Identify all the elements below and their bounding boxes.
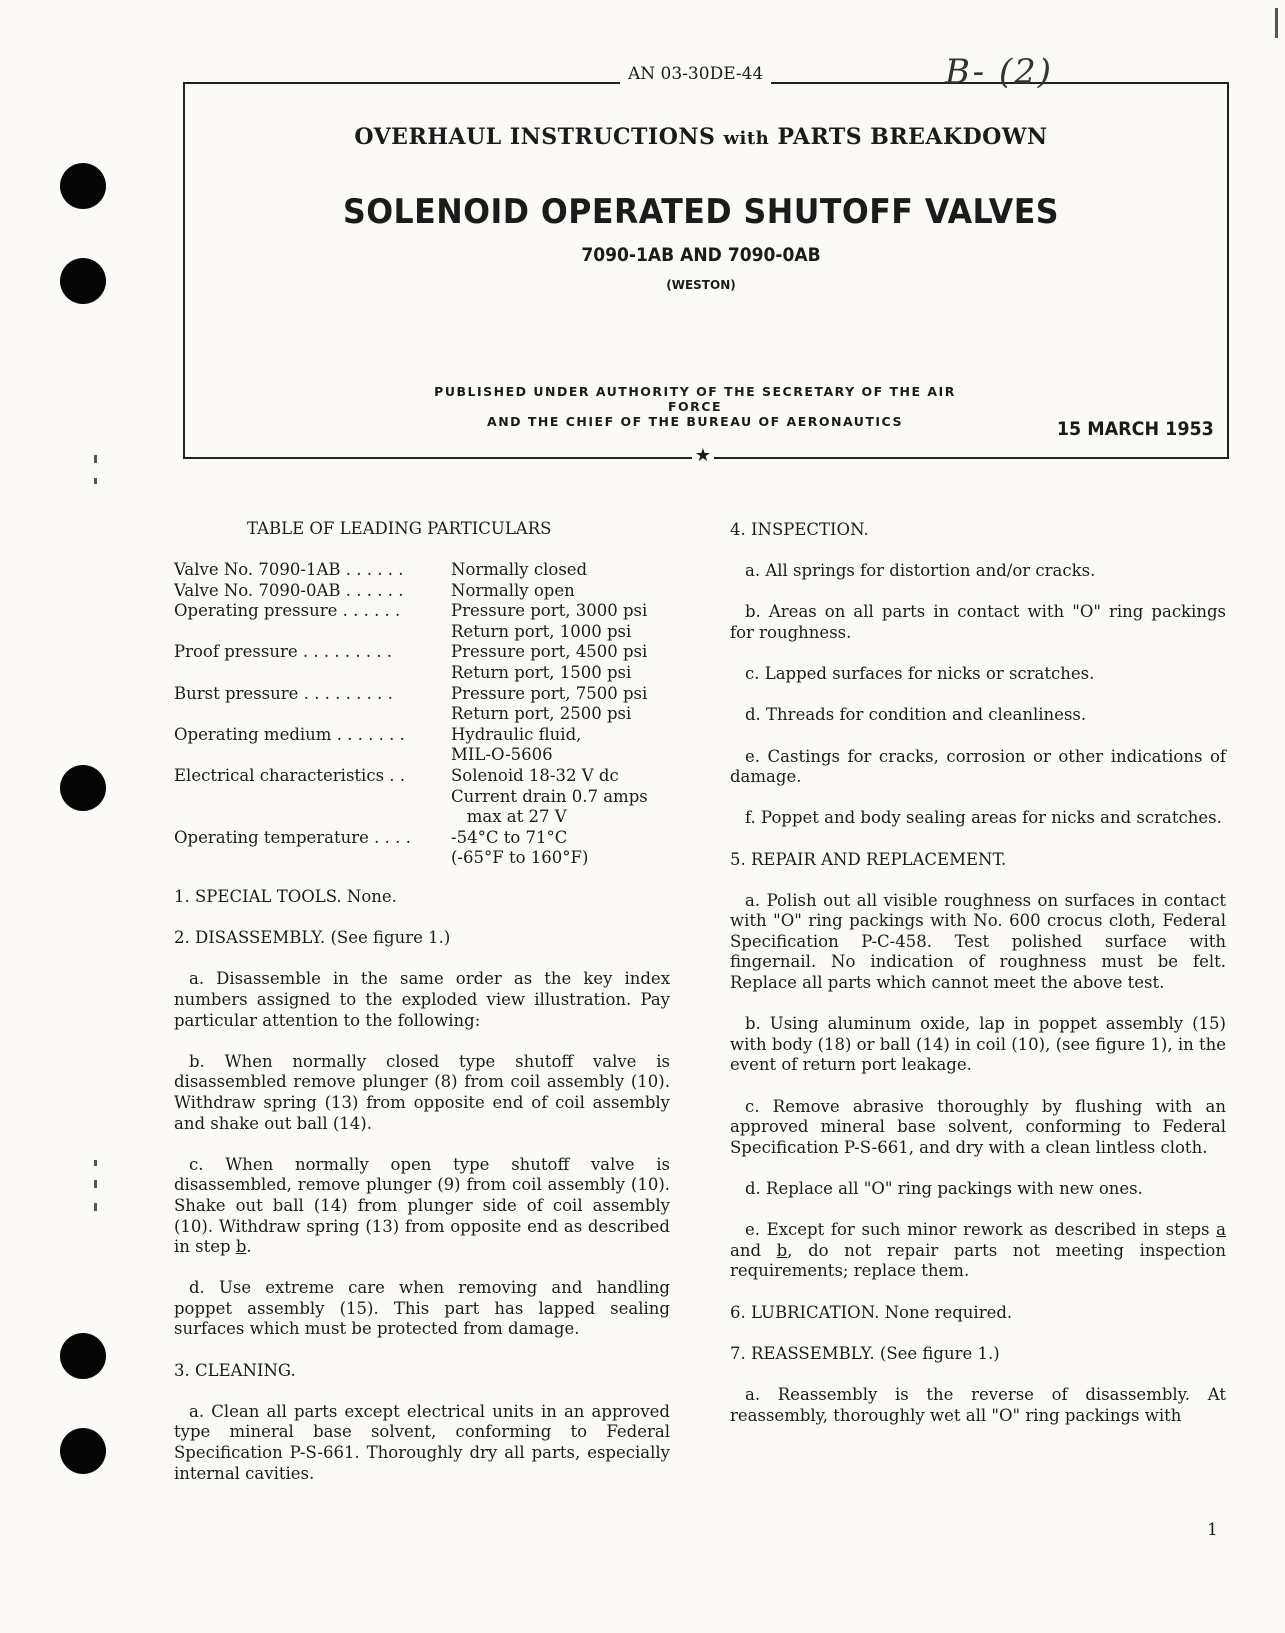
margin-mark [94,1180,97,1188]
document-title: SOLENOID OPERATED SHUTOFF VALVES [342,192,1060,232]
right-column-body [730,520,1226,1426]
section-inspection: 4. INSPECTION. [730,520,869,539]
particulars-value: Pressure port, 7500 psi [451,683,648,703]
disassembly-step-c-end: . [246,1237,252,1257]
particulars-row [174,684,648,705]
authority-line-2: AND THE CHIEF OF THE BUREAU OF AERONAUTICS [487,414,903,429]
disassembly-step-c-text: c. When normally open type shutoff valve is disassembled, remove plunger (9) from coil assembly (10). Shake out ball (14) from plunger side of coil assembly (10). Withdraw spring (13) from opposite end as described in step [174,1154,670,1257]
step-reference: b [235,1237,247,1257]
particulars-row [174,663,648,684]
repair-step-e-and: and [730,1240,762,1260]
particulars-label: Valve No. 7090-1AB . . . . . . [174,560,404,579]
binder-hole-lower [60,1333,106,1379]
particulars-label [174,622,451,643]
particulars-value: MIL-O-5606 [451,745,553,765]
particulars-value: Hydraulic fluid, [451,724,582,744]
particulars-label: Operating pressure . . . . . . [174,601,401,621]
particulars-label: Proof pressure . . . . . . . . . [174,642,393,662]
margin-mark [1275,8,1278,38]
left-column-body [174,887,670,1484]
section-special-tools: 1. SPECIAL TOOLS. None. [174,887,397,906]
particulars-value: (-65°F to 160°F) [451,848,589,868]
margin-mark [94,478,97,484]
inspection-step-e: e. Castings for cracks, corrosion or other indications of damage. [730,746,1226,787]
inspection-step-c: c. Lapped surfaces for nicks or scratches. [745,664,1095,684]
section-repair: 5. REPAIR AND REPLACEMENT. [730,849,1007,869]
particulars-value: Pressure port, 4500 psi [451,642,648,662]
publication-date: 15 MARCH 1953 [1056,418,1214,440]
particulars-label: Electrical characteristics . . [174,765,406,785]
disassembly-step-b: b. When normally closed type shutoff valve is disassembled remove plunger (8) from coil assembly (10). Withdraw spring (13) from opposite end of coil assembly and shake out ball (14). [174,1051,670,1133]
repair-step-c: c. Remove abrasive thoroughly by flushing with an approved mineral base solvent, conforming to Federal Specification P-S-661, and dry with a clean lintless cloth. [730,1096,1226,1157]
particulars-row [174,745,648,766]
step-reference: a [1216,1220,1226,1240]
handwritten-note: B- (2) [945,52,1054,92]
repair-step-e [730,1220,1226,1282]
page-number: 1 [1207,1520,1218,1540]
particulars-value: Return port, 1000 psi [451,621,632,641]
particulars-value: Current drain 0.7 amps [451,786,648,806]
disassembly-step-c [174,1155,670,1258]
particulars-label: Operating temperature . . . . [174,827,411,847]
particulars-label [174,663,451,684]
particulars-value: Normally open [451,580,575,600]
star-icon: ★ [692,446,714,466]
inspection-step-a: a. All springs for distortion and/or cracks. [745,561,1096,581]
authority-line-1: PUBLISHED UNDER AUTHORITY OF THE SECRETARY OF THE AIR FORCE [434,384,956,414]
repair-step-a: a. Polish out all visible roughness on surfaces in contact with "O" ring packings with No. 600 crocus cloth, Federal Specification P-C-458. Test polished surface with fingernail. No indication of roughness must be felt. Replace all parts which cannot meet the above test. [730,890,1226,993]
particulars-value: Normally closed [451,560,588,579]
particulars-value: -54°C to 71°C [451,827,568,847]
particulars-row [174,787,648,808]
repair-step-e-text: e. Except for such minor rework as described in steps [745,1220,1210,1240]
particulars-row [174,807,648,828]
binder-hole-middle [60,765,106,811]
section-disassembly: 2. DISASSEMBLY. (See figure 1.) [174,928,451,948]
leading-particulars-heading: TABLE OF LEADING PARTICULARS [247,519,552,538]
particulars-row [174,725,648,746]
subtitle-pre: OVERHAUL INSTRUCTIONS [354,124,716,150]
particulars-row [174,560,648,581]
binder-hole-bottom [60,1428,106,1474]
leading-particulars-table [174,560,648,869]
disassembly-step-a: a. Disassemble in the same order as the key index numbers assigned to the exploded view illustration. Pay particular attention to the following: [174,969,670,1030]
particulars-label [174,787,451,808]
particulars-label [174,745,451,766]
section-reassembly: 7. REASSEMBLY. (See figure 1.) [730,1343,1000,1363]
particulars-row [174,622,648,643]
margin-mark [94,1160,97,1166]
document-subtitle [0,124,1285,150]
repair-step-d: d. Replace all "O" ring packings with new ones. [745,1179,1143,1198]
manufacturer: (WESTON) [666,278,736,292]
model-numbers: 7090-1AB AND 7090-0AB [581,244,821,266]
step-reference: b [776,1240,788,1260]
particulars-row [174,828,648,849]
particulars-label [174,848,451,869]
particulars-label [174,807,451,828]
inspection-step-b: b. Areas on all parts in contact with "O" ring packings for roughness. [730,602,1226,642]
particulars-label [174,704,451,725]
repair-step-b: b. Using aluminum oxide, lap in poppet assembly (15) with body (18) or ball (14) in coil (10), (see figure 1), in the event of return port leakage. [730,1014,1226,1075]
particulars-row [174,704,648,725]
document-number: AN 03-30DE-44 [620,64,771,84]
particulars-label: Valve No. 7090-0AB . . . . . . [174,580,404,600]
particulars-label: Burst pressure . . . . . . . . . [174,683,393,703]
particulars-label: Operating medium . . . . . . . [174,724,405,744]
cleaning-step-a: a. Clean all parts except electrical units in an approved type mineral base solvent, conforming to Federal Specification P-S-661. Thoroughly dry all parts, especially internal cavities. [174,1401,670,1483]
subtitle-post: PARTS BREAKDOWN [777,124,1048,150]
margin-mark [94,455,97,463]
subtitle-with: with [723,128,770,149]
disassembly-step-d: d. Use extreme care when removing and handling poppet assembly (15). This part has lapped sealing surfaces which must be protected from damage. [174,1278,670,1339]
particulars-row [174,848,648,869]
particulars-row [174,766,648,787]
section-lubrication: 6. LUBRICATION. None required. [730,1302,1013,1322]
inspection-step-f: f. Poppet and body sealing areas for nicks and scratches. [745,808,1222,828]
section-cleaning: 3. CLEANING. [174,1360,296,1380]
particulars-row [174,581,648,602]
particulars-value: max at 27 V [451,807,567,827]
margin-mark [94,1203,97,1211]
authority-statement [410,384,980,429]
particulars-row [174,642,648,663]
particulars-value: Return port, 2500 psi [451,704,632,724]
inspection-step-d: d. Threads for condition and cleanliness. [745,705,1087,725]
particulars-value: Pressure port, 3000 psi [451,601,648,621]
particulars-value: Return port, 1500 psi [451,662,632,682]
particulars-row [174,601,648,622]
particulars-value: Solenoid 18-32 V dc [451,765,619,785]
repair-step-e-end: , do not repair parts not meeting inspection requirements; replace them. [730,1240,1226,1281]
reassembly-step-a: a. Reassembly is the reverse of disassembly. At reassembly, thoroughly wet all "O" ring packings with [730,1384,1226,1425]
